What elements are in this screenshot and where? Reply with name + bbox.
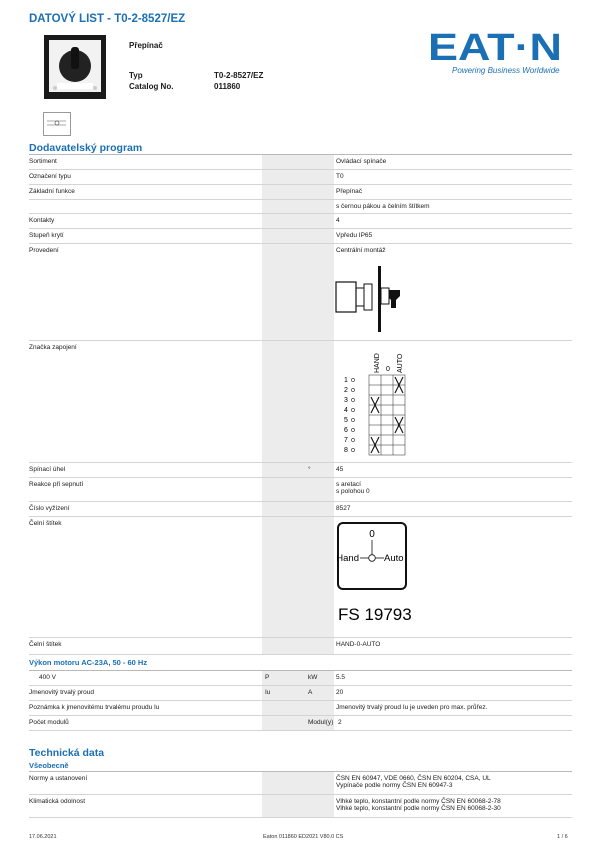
row-value-block <box>336 481 370 495</box>
row-band <box>262 686 334 700</box>
row-value: 5.5 <box>336 674 346 681</box>
contact-label: 7 <box>344 437 348 444</box>
eaton-logo <box>428 30 562 64</box>
row-value: HAND-0-AUTO <box>336 641 381 648</box>
row-band <box>262 244 334 340</box>
table-row <box>29 185 572 200</box>
row-value-block <box>336 798 501 812</box>
section-heading-supply: Dodavatelský program <box>29 142 143 154</box>
row-value: 2 <box>338 719 342 726</box>
row-band <box>262 502 334 516</box>
row-band <box>262 795 334 817</box>
row-value: 45 <box>336 466 344 473</box>
row-symbol: P <box>265 674 270 681</box>
row-band <box>262 341 334 462</box>
row-band <box>262 463 334 477</box>
table-row <box>29 772 572 795</box>
row-label: Počet modulů <box>29 719 69 726</box>
plate-left-label: Hand <box>336 553 359 564</box>
row-value: Vypínače podle normy ČSN EN 60947-3 <box>336 782 453 789</box>
row-value: T0 <box>336 173 344 180</box>
row-band <box>262 638 334 654</box>
row-band <box>262 170 334 184</box>
row-band <box>262 517 334 637</box>
contact-label: 1 <box>344 377 348 384</box>
typ-label: Typ <box>129 71 143 80</box>
row-value: s polohou 0 <box>336 488 370 495</box>
row-unit: A <box>308 689 313 696</box>
footer-doc-id: Eaton 011860 ED2021 V80.0 CS <box>263 834 344 840</box>
row-label: Jmenovitý trvalý proud <box>29 689 95 696</box>
footer-date: 17.06.2021 <box>29 834 57 840</box>
row-label: Klimatická odolnost <box>29 798 85 805</box>
plate-right-label: Auto <box>384 553 404 564</box>
table-row <box>29 170 572 185</box>
thumbnail-image <box>43 112 71 136</box>
row-value: Jmenovitý trvalý proud Iu je uveden pro max. průřez. <box>336 704 488 711</box>
row-value: Centrální montáž <box>336 247 386 254</box>
row-band <box>262 229 334 243</box>
row-unit: Modul(y) <box>308 719 334 726</box>
plate-top-label: 0 <box>369 529 375 540</box>
table-row <box>29 463 572 478</box>
mounting-drawing <box>334 264 414 334</box>
typ-labels <box>129 70 173 92</box>
row-label: Čelní štítek <box>29 641 62 648</box>
table-row <box>29 716 572 731</box>
row-label: Poznámka k jmenovitému trvalému proudu Iu <box>29 704 160 711</box>
row-value: Ovládací spínače <box>336 158 387 165</box>
row-label: 400 V <box>39 674 56 681</box>
row-label: Značka zapojení <box>29 344 77 351</box>
table-row <box>29 795 572 818</box>
subsection-heading-motor: Výkon motoru AC-23A, 50 - 60 Hz <box>29 658 148 667</box>
row-label: Provedení <box>29 247 59 254</box>
row-band <box>262 671 334 685</box>
row-label: Sortiment <box>29 158 57 165</box>
row-symbol: Iu <box>265 689 271 696</box>
row-label: Číslo vyžízení <box>29 505 70 512</box>
row-band <box>262 200 334 213</box>
row-value: 4 <box>336 217 340 224</box>
row-band <box>262 214 334 228</box>
table-row <box>29 214 572 229</box>
product-image <box>43 33 107 101</box>
diagram-col-label: 0 <box>386 366 390 373</box>
table-row <box>29 229 572 244</box>
table-row <box>29 155 572 170</box>
row-unit: ° <box>308 466 311 473</box>
row-band <box>262 701 334 715</box>
catalog-label: Catalog No. <box>129 82 174 91</box>
product-name: Přepínač <box>129 41 163 50</box>
table-row <box>29 638 572 655</box>
table-row <box>29 671 572 686</box>
row-value: s černou pákou a čelním štítkem <box>336 203 430 210</box>
footer-page-number: 1 / 6 <box>557 834 568 840</box>
row-value: 8527 <box>336 505 351 512</box>
row-band <box>262 155 334 169</box>
row-band <box>262 772 334 794</box>
row-label: Základní funkce <box>29 188 75 195</box>
page-title: DATOVÝ LIST - T0-2-8527/EZ <box>29 13 186 25</box>
diagram-col-label: HAND <box>374 353 381 373</box>
row-value: Vpředu IP65 <box>336 232 373 239</box>
table-row <box>29 341 572 463</box>
tagline: Powering Business Worldwide <box>452 66 560 75</box>
table-row <box>29 244 572 341</box>
table-row <box>29 686 572 701</box>
row-label: Reakce při sepnutí <box>29 481 84 488</box>
contact-label: 8 <box>344 447 348 454</box>
plate-code: FS 19793 <box>338 605 412 624</box>
row-value: 20 <box>336 689 344 696</box>
row-value: s aretací <box>336 481 361 488</box>
contact-label: 5 <box>344 417 348 424</box>
table-row <box>29 701 572 716</box>
contact-label: 6 <box>344 427 348 434</box>
row-value: Vlhké teplo, konstantní podle normy ČSN EN 60068-2-30 <box>336 805 501 812</box>
row-value: Vlhké teplo, konstantní podle normy ČSN EN 60068-2-78 <box>336 798 501 805</box>
row-label: Normy a ustanovení <box>29 775 88 782</box>
row-band <box>262 478 334 501</box>
typ-value: T0-2-8527/EZ <box>214 71 264 80</box>
switching-diagram <box>339 343 439 461</box>
row-value: Přepínač <box>336 188 363 195</box>
table-row <box>29 502 572 517</box>
typ-values <box>214 70 263 92</box>
contact-label: 4 <box>344 407 348 414</box>
table-row <box>29 478 572 502</box>
catalog-value: 011860 <box>214 82 241 91</box>
row-value: ČSN EN 60947, VDE 0660, ČSN EN 60204, CSA, UL <box>336 775 491 782</box>
table-row <box>29 200 572 214</box>
section-heading-technical: Technická data <box>29 747 105 759</box>
row-band <box>262 185 334 199</box>
diagram-col-label: AUTO <box>397 353 404 373</box>
table-row <box>29 517 572 638</box>
row-label: Čelní štítek <box>29 520 62 527</box>
row-label: Stupeň krytí <box>29 232 64 239</box>
contact-label: 3 <box>344 397 348 404</box>
row-label: Spínací úhel <box>29 466 66 473</box>
label-plate-drawing <box>335 521 415 633</box>
row-label: Kontakty <box>29 217 55 224</box>
logo-text: EAT·N <box>428 30 562 64</box>
row-label: Označení typu <box>29 173 71 180</box>
row-unit: kW <box>308 674 318 681</box>
subsection-heading-general: Všeobecně <box>29 761 69 770</box>
contact-label: 2 <box>344 387 348 394</box>
row-value-block <box>336 775 491 789</box>
